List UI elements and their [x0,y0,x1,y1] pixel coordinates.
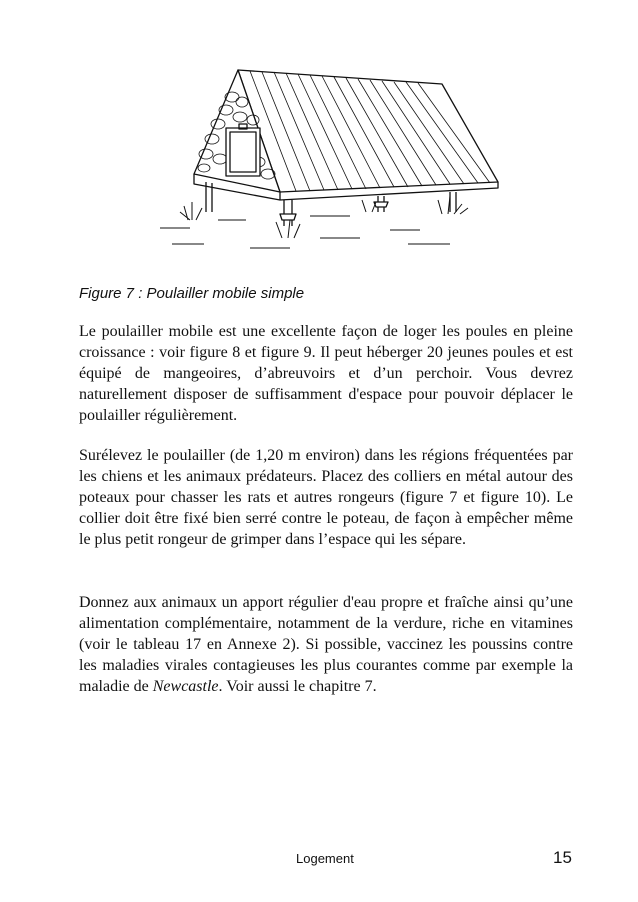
chicken-coop-illustration [150,62,500,252]
paragraph-mobile-coop [79,321,573,426]
paragraph-text: Donnez aux animaux un apport régulier d'eau propre et fraîche ainsi qu’une alimentation complémentaire, notamment de la verdure, riche en vitamines (voir le tableau 17 en Annexe 2). Si possible, vaccinez les poussins contre les maladies virales contagieuses les plus courantes comme par exemple la maladie de [79,594,573,695]
paragraph-text: Le poulailler mobile est une excellente façon de loger les poules en pleine croissance : voir figure 8 et figure 9. Il peut héberger 20 jeunes poules et est équipé de mangeoires, d’abreuvoirs et d’un perchoir. Vous devrez naturellement disposer de suffisamment d'espace pour pouvoir déplacer le poulailler régulièrement. [79,323,573,424]
paragraph-raise-coop [79,445,573,550]
figure-caption: Figure 7 : Poulailler mobile simple [79,285,305,302]
paragraph-text: Surélevez le poulailler (de 1,20 m environ) dans les régions fréquentées par les chiens et les animaux prédateurs. Placez des colliers en métal autour des poteaux pour chasser les rats et autres rongeurs (figure 7 et figure 10). Le collier doit être fixé bien serré contre le poteau, de façon à empêcher même le plus petit rongeur de grimper dans l’espace qui les sépare. [79,447,573,548]
emphasis-text: Newcastle [152,678,219,695]
running-footer-title: Logement [296,851,354,866]
paragraph-text-end: . Voir aussi le chapitre 7. [218,678,377,695]
page-number: 15 [553,848,572,867]
paragraph-water-feed [79,592,573,697]
